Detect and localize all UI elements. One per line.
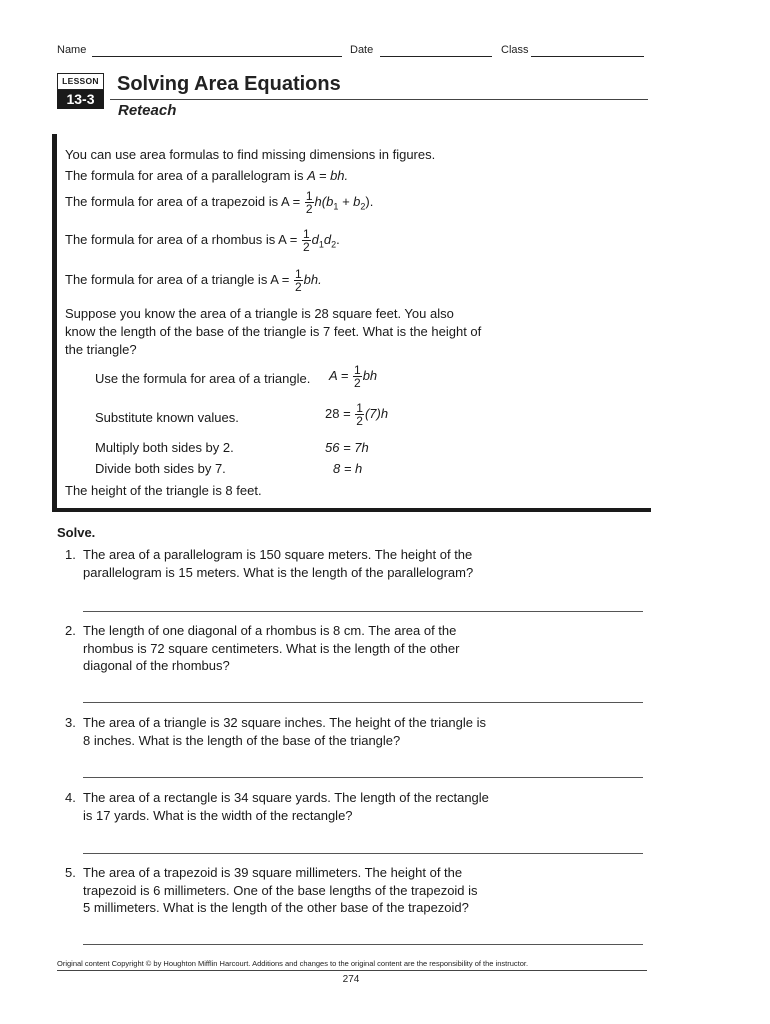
step-label: Use the formula for area of a triangle. xyxy=(95,371,311,386)
formula-rhombus: The formula for area of a rhombus is A = $\frac{1}{2}$ $d_1d_2$. xyxy=(65,227,340,254)
formula-rhombus-text: The formula for area of a rhombus is A = xyxy=(65,231,301,247)
answer-line-1[interactable] xyxy=(83,611,643,612)
question-number: 5. xyxy=(65,865,76,880)
date-field[interactable] xyxy=(380,44,492,57)
solve-heading: Solve. xyxy=(57,525,96,540)
answer-line-4[interactable] xyxy=(83,853,643,854)
problem-line: Suppose you know the area of a triangle is 28 square feet. You also xyxy=(65,306,454,321)
answer-line-2[interactable] xyxy=(83,702,643,703)
step-equation: 28 = $\frac{1}{2}$ (7)h xyxy=(325,401,389,428)
reteach-intro: You can use area formulas to find missing dimensions in figures. xyxy=(65,147,436,162)
fraction-one-half: $\frac{1}{2}$ xyxy=(305,189,313,216)
formula-trapezoid: The formula for area of a trapezoid is A = $\frac{1}{2}$ $h(b_1 + b_2)$. xyxy=(65,189,374,216)
formula-trapezoid-text: The formula for area of a trapezoid is A = xyxy=(65,193,304,209)
answer-line-5[interactable] xyxy=(83,944,643,945)
question-number: 4. xyxy=(65,790,76,805)
reteach-box xyxy=(52,134,651,512)
question-number: 2. xyxy=(65,623,76,638)
class-field[interactable] xyxy=(531,44,644,57)
step-label: Divide both sides by 7. xyxy=(95,461,226,476)
step-equation: 8 = h xyxy=(333,461,363,476)
formula-parallelogram-text: The formula for area of a parallelogram is xyxy=(65,168,308,183)
question-2: 2. The length of one diagonal of a rhombus is 8 cm. The area of the rhombus is 72 square centimeters. What is the length of the other diagonal of the rhombus? xyxy=(65,623,460,673)
footer-divider xyxy=(57,970,647,971)
fraction-one-half: $\frac{1}{2}$ xyxy=(356,401,363,428)
title-divider xyxy=(110,99,648,100)
copyright-notice: Original content Copyright © by Houghton Mifflin Harcourt. Additions and changes to the original content are the responsibility of the instructor. xyxy=(57,959,529,968)
formula-parallelogram-eq: A = bh. xyxy=(307,168,349,183)
question-4: 4. The area of a rectangle is 34 square yards. The length of the rectangle is 17 yards. What is the width of the rectangle? xyxy=(65,790,489,823)
formula-triangle: The formula for area of a triangle is A = $\frac{1}{2}$ bh. xyxy=(65,267,322,294)
page-subtitle: Reteach xyxy=(118,102,177,119)
question-3: 3. The area of a triangle is 32 square inches. The height of the triangle is 8 inches. What is the length of the base of the triangle? xyxy=(65,715,487,748)
date-label: Date xyxy=(350,44,374,56)
fraction-one-half: $\frac{1}{2}$ xyxy=(302,227,310,254)
step-equation: 56 = 7h xyxy=(325,440,369,455)
reteach-conclusion: The height of the triangle is 8 feet. xyxy=(65,483,262,498)
name-field[interactable] xyxy=(92,44,342,57)
question-number: 3. xyxy=(65,715,76,730)
step-label: Substitute known values. xyxy=(95,410,239,425)
formula-parallelogram xyxy=(65,167,348,184)
fraction-one-half: $\frac{1}{2}$ xyxy=(294,267,302,294)
problem-line: the triangle? xyxy=(65,342,137,357)
page-title: Solving Area Equations xyxy=(117,73,341,95)
fraction-one-half: $\frac{1}{2}$ xyxy=(354,363,361,390)
step-label: Multiply both sides by 2. xyxy=(95,440,234,455)
formula-triangle-text: The formula for area of a triangle is A = xyxy=(65,271,293,287)
question-1: 1. The area of a parallelogram is 150 square meters. The height of the parallelogram is 15 meters. What is the length of the parallelogram? xyxy=(65,547,474,580)
class-label: Class xyxy=(501,44,529,56)
lesson-badge-word: LESSON xyxy=(57,73,104,90)
lesson-badge xyxy=(57,73,104,109)
step-equation: A = $\frac{1}{2}$ bh xyxy=(329,363,378,390)
lesson-badge-number: 13-3 xyxy=(57,90,104,109)
question-number: 1. xyxy=(65,547,76,562)
question-5: 5. The area of a trapezoid is 39 square millimeters. The height of the trapezoid is 6 millimeters. One of the base lengths of the trapezoid is 5 millimeters. What is the length of the other base of the trapezoid? xyxy=(65,865,478,915)
answer-line-3[interactable] xyxy=(83,777,643,778)
name-label: Name xyxy=(57,44,87,56)
page-number: 274 xyxy=(342,974,360,985)
problem-line: know the length of the base of the triangle is 7 feet. What is the height of xyxy=(65,324,482,339)
